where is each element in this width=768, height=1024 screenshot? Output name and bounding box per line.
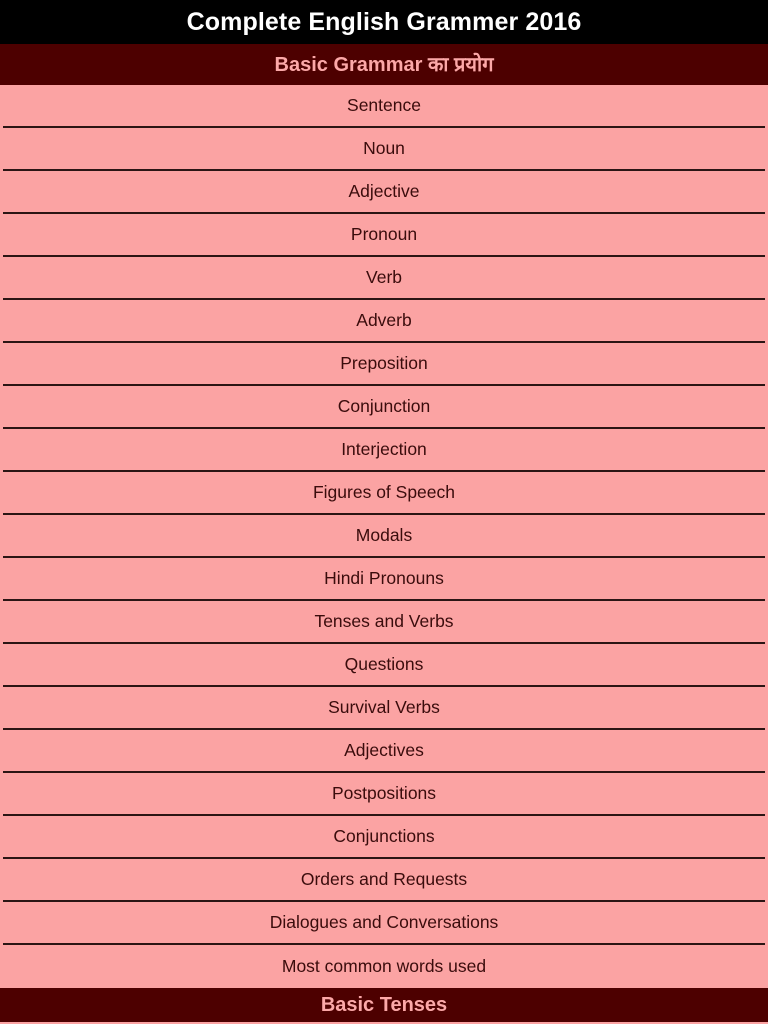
list-item[interactable]	[3, 343, 765, 386]
list-item[interactable]	[3, 644, 765, 687]
list-item[interactable]	[3, 300, 765, 343]
list-item-label: Postpositions	[331, 782, 437, 803]
list-item-label: Hindi Pronouns	[324, 567, 444, 588]
list-item-label: Conjunction	[337, 395, 431, 416]
list-item[interactable]	[3, 214, 765, 257]
list-item-label: Figures of Speech	[312, 481, 456, 502]
list-item[interactable]	[3, 945, 765, 988]
list-item-label: Interjection	[341, 438, 427, 459]
list-item-label: Pronoun	[350, 223, 418, 244]
list-item[interactable]	[3, 257, 765, 300]
list-item[interactable]	[3, 902, 765, 945]
list-item[interactable]	[3, 386, 765, 429]
list-item-label: Preposition	[340, 352, 428, 373]
grammar-topic-list	[0, 85, 768, 988]
list-item-label: Modals	[355, 524, 413, 545]
section-header-label: Basic Grammar का प्रयोग	[274, 53, 494, 76]
list-item-label: Verb	[366, 266, 402, 287]
list-item-label: Survival Verbs	[328, 696, 440, 717]
list-item-label: Adjectives	[344, 739, 424, 760]
list-item[interactable]	[3, 687, 765, 730]
list-item[interactable]	[3, 515, 765, 558]
list-item[interactable]	[3, 429, 765, 472]
list-item[interactable]	[3, 859, 765, 902]
list-item[interactable]	[3, 128, 765, 171]
list-item[interactable]	[3, 472, 765, 515]
list-item-label: Adverb	[356, 309, 412, 330]
title-bar	[0, 0, 768, 44]
list-item[interactable]	[3, 558, 765, 601]
section-header-basic-tenses	[0, 988, 768, 1022]
list-item[interactable]	[3, 816, 765, 859]
list-item-label: Questions	[344, 653, 424, 674]
page-title: Complete English Grammer 2016	[186, 7, 582, 36]
list-item-label: Conjunctions	[333, 825, 435, 846]
list-item-label: Most common words used	[281, 955, 487, 976]
section-header-basic-grammar	[0, 44, 768, 85]
list-item-label: Adjective	[348, 180, 420, 201]
list-item[interactable]	[3, 601, 765, 644]
list-item[interactable]	[3, 773, 765, 816]
list-item[interactable]	[3, 730, 765, 773]
list-item[interactable]	[3, 171, 765, 214]
section-header-label: Basic Tenses	[320, 994, 448, 1016]
list-item-label: Tenses and Verbs	[314, 610, 454, 631]
list-item-label: Sentence	[347, 94, 421, 115]
list-item-label: Orders and Requests	[300, 868, 468, 889]
list-item-label: Dialogues and Conversations	[269, 911, 499, 932]
list-item-label: Noun	[363, 137, 405, 158]
list-item[interactable]	[3, 85, 765, 128]
